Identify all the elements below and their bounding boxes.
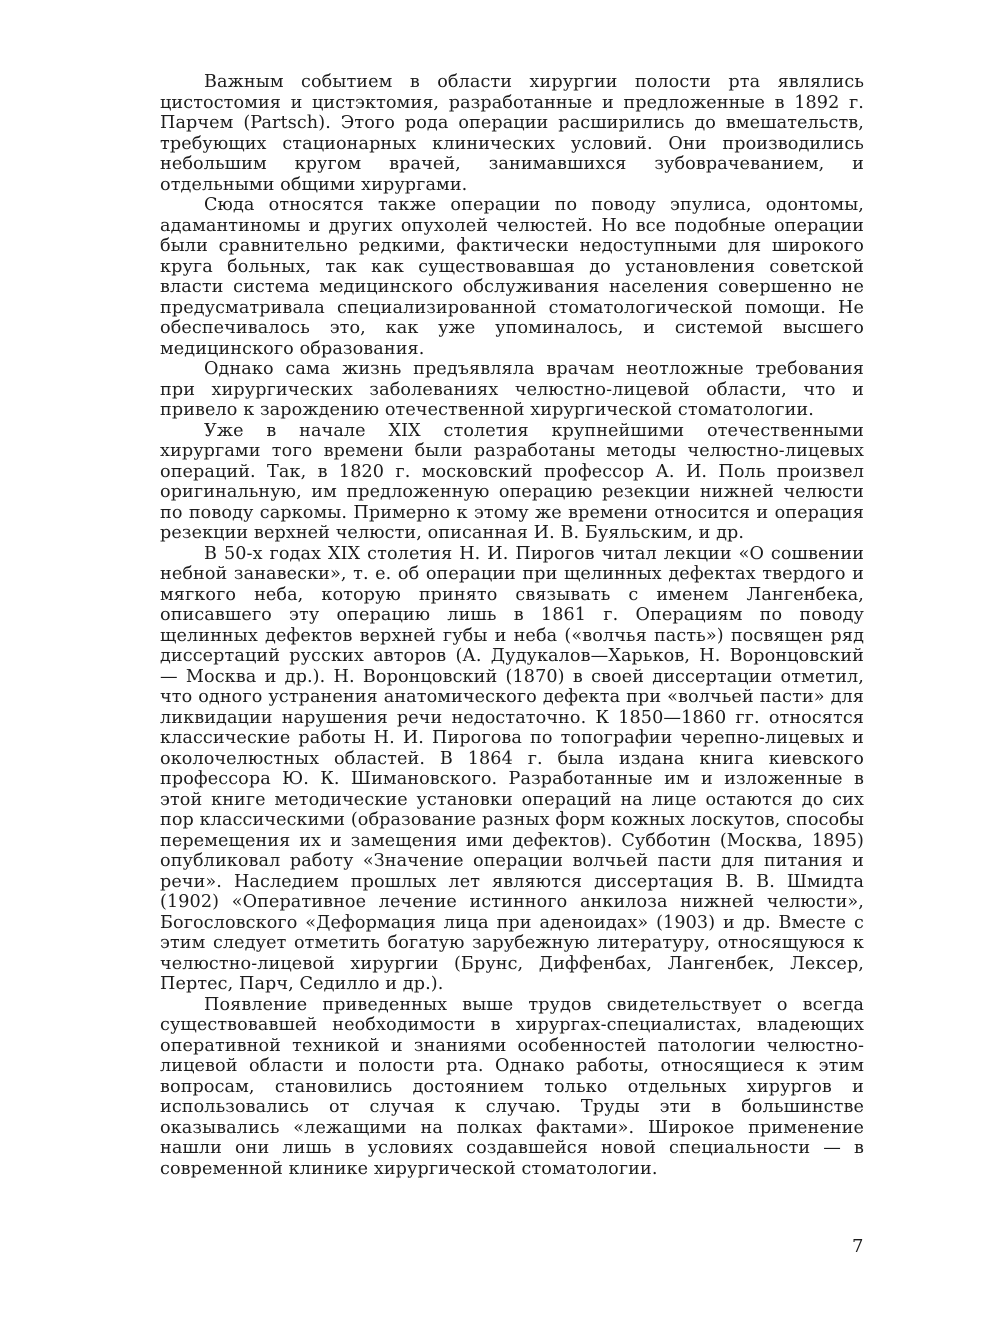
paragraph-4: Уже в начале XIX столетия крупнейшими отечественными хирургами того времени были разработаны методы челюстно-лицевых операций. Так, в 1820 г. московский профессор А. И. Поль произвел оригинальную, им предложенную операцию резекции нижней челюсти по поводу саркомы. Примерно к этому же времени относится и операция резекции верхней челюсти, описанная И. В. Буяльским, и др. bbox=[160, 420, 864, 543]
paragraph-3: Однако сама жизнь предъявляла врачам неотложные требования при хирургических заболеваниях челюстно-лицевой области, что и привело к зарождению отечественной хирургической стоматологии. bbox=[160, 359, 864, 420]
paragraph-6: Появление приведенных выше трудов свидетельствует о всегда существовавшей необходимости в хирургах-специалистах, владеющих оперативной техникой и знаниями особенностей патологии челюстно-лицевой области и полости рта. Однако работы, относящиеся к этим вопросам, становились достоянием только отдельных хирургов и использовались от случая к случаю. Труды эти в большинстве оказывались «лежащими на полках фактами». Широкое применение нашли они лишь в условиях создавшейся новой специальности — в современной клинике хирургической стоматологии. bbox=[160, 994, 864, 1179]
paragraph-1: Важным событием в области хирургии полости рта являлись цистостомия и цистэктомия, разработанные и предложенные в 1892 г. Парчем (Partsch). Этого рода операции расширились до вмешательств, требующих стационарных клинических условий. Они производились небольшим кругом врачей, занимавшихся зубоврачеванием, и отдельными общими хирургами. bbox=[160, 72, 864, 195]
page-number: 7 bbox=[852, 1236, 864, 1257]
body-text bbox=[160, 72, 864, 1179]
paragraph-5: В 50-х годах XIX столетия Н. И. Пирогов читал лекции «О сошвении небной занавески», т. е. об операции при щелинных дефектах твердого и мягкого неба, которую принято связывать с именем Лангенбека, описавшего эту операцию лишь в 1861 г. Операциям по поводу щелинных дефектов верхней губы и неба («волчья пасть») посвящен ряд диссертаций русских авторов (А. Дудукалов—Харьков, Н. Воронцовский — Москва и др.). Н. Воронцовский (1870) в своей диссертации отметил, что одного устранения анатомического дефекта при «волчьей пасти» для ликвидации нарушения речи недостаточно. К 1850—1860 гг. относятся классические работы Н. И. Пирогова по топографии черепно-лицевых и околочелюстных областей. В 1864 г. была издана книга киевского профессора Ю. К. Шимановского. Разработанные им и изложенные в этой книге методические установки операций на лице остаются до сих пор классическими (образование разных форм кожных лоскутов, способы перемещения их и замещения ими дефектов). Субботин (Москва, 1895) опубликовал работу «Значение операции волчьей пасти для питания и речи». Наследием прошлых лет являются диссертация В. В. Шмидта (1902) «Оперативное лечение истинного анкилоза нижней челюсти», Богословского «Деформация лица при аденоидах» (1903) и др. Вместе с этим следует отметить богатую зарубежную литературу, относящуюся к челюстно-лицевой хирургии (Брунс, Диффенбах, Лангенбек, Лексер, Пертес, Парч, Седилло и др.). bbox=[160, 543, 864, 994]
paragraph-2: Сюда относятся также операции по поводу эпулиса, одонтомы, адамантиномы и других опухолей челюстей. Но все подобные операции были сравнительно редкими, фактически недоступными для широкого круга больных, так как существовавшая до установления советской власти система медицинского обслуживания населения совершенно не предусматривала специализированной стоматологической помощи. Не обеспечивалось это, как уже упоминалось, и системой высшего медицинского образования. bbox=[160, 195, 864, 359]
